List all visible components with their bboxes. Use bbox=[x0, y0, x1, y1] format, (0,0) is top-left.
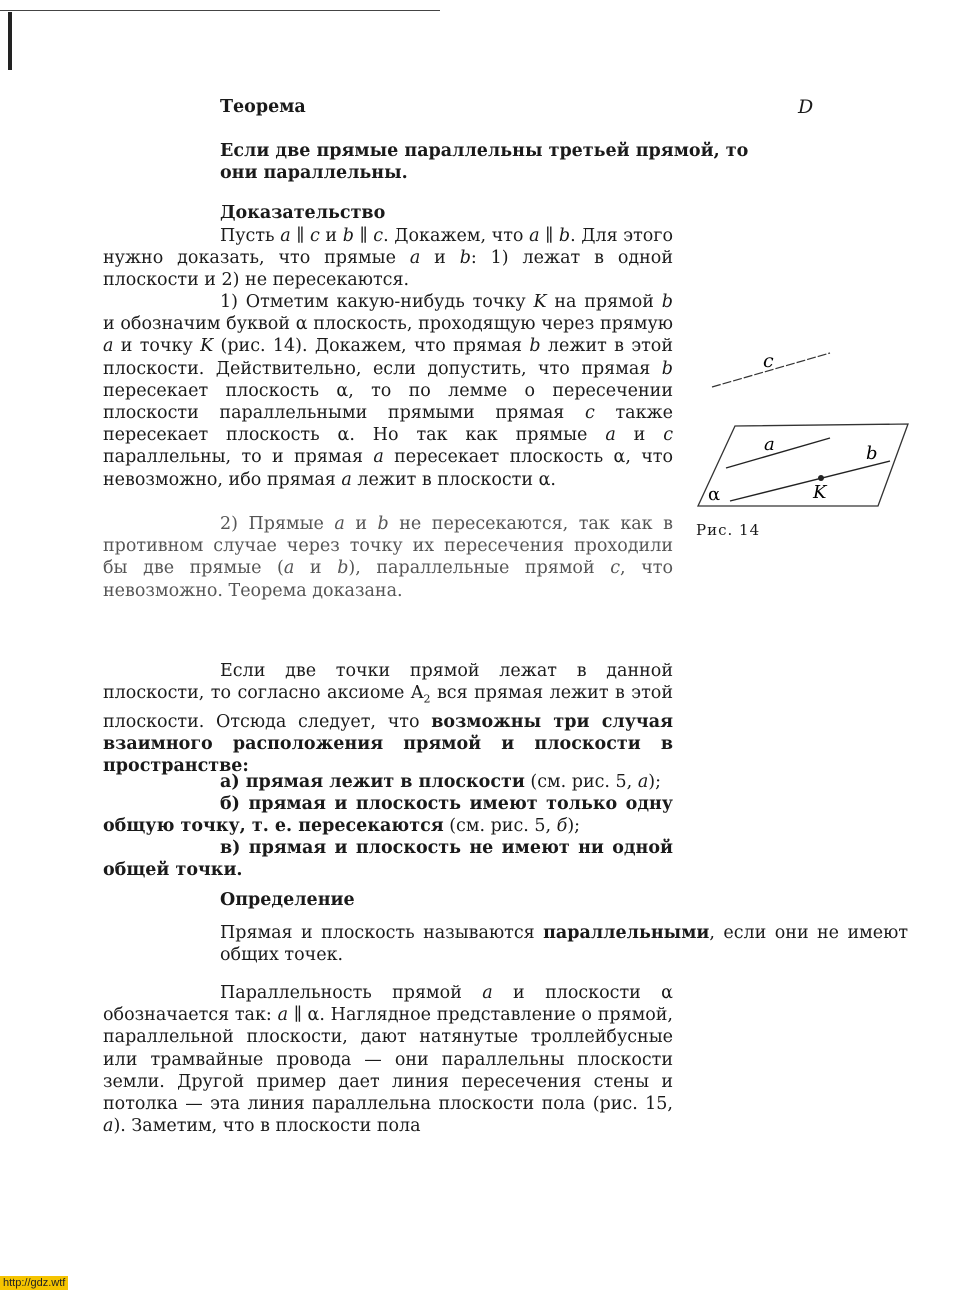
case-c: в) прямая и плоскость не имеют ни одной общей точки. bbox=[103, 838, 673, 881]
theorem-heading: Теорема bbox=[220, 97, 306, 117]
figure-caption: Рис. 14 bbox=[696, 521, 761, 539]
watermark: http://gdz.wtf bbox=[0, 1276, 68, 1290]
line-a bbox=[726, 438, 830, 468]
figure-14-diagram bbox=[690, 345, 920, 515]
proof-heading: Доказательство bbox=[220, 203, 386, 223]
scan-edge-line bbox=[0, 10, 440, 11]
label-alpha: α bbox=[708, 484, 721, 505]
proof-paragraph-3: 2) Прямые a и b не пересекаются, так как в противном случае через точку их пересечения проходили бы две прямые (a и b), параллельные прямой c, что невозможно. Теорема доказана. bbox=[103, 514, 673, 601]
definition-text: Прямая и плоскость называются параллельными, если они не имеют общих точек. bbox=[220, 923, 909, 966]
corner-letter: D bbox=[798, 96, 814, 118]
proof-paragraph-2: 1) Отметим какую-нибудь точку K на прямой b и обозначим буквой α плоскость, проходящую через прямую a и точку K (рис. 14). Докажем, что прямая b лежит в этой плоскости. Действительно, если допустить, что прямая b пересекает плоскость α, то по лемме о пересечении плоскости параллельными прямыми прямая c также пересекает плоскость α. Но так как прямые a и c параллельны, то и прямая a пересекает плоскость α, что невозможно, ибо прямая a лежит в плоскости α. bbox=[103, 292, 674, 490]
case-a: а) прямая лежит в плоскости (см. рис. 5, а); bbox=[220, 772, 661, 792]
case-b: б) прямая и плоскость имеют только одну общую точку, т. е. пересекаются (см. рис. 5, б); bbox=[103, 794, 673, 837]
section3-paragraph: Параллельность прямой a и плоскости α обозначается так: a ∥ α. Наглядное представление о прямой, параллельной плоскости, дают натянутые троллейбусные или трамвайные провода — они параллельны плоскости земли. Другой пример дает линия пересечения стены и потолка — эта линия параллельна плоскости пола (рис. 15, а). Заметим, что в плоскости пола bbox=[103, 983, 673, 1137]
label-k: K bbox=[813, 482, 827, 503]
scan-edge-bar bbox=[8, 12, 12, 70]
proof-paragraph-1: Пусть a ∥ c и b ∥ c. Докажем, что a ∥ b. Для этого нужно доказать, что прямые a и b: 1) лежат в одной плоскости и 2) не пересекаются. bbox=[103, 226, 673, 291]
line-b bbox=[730, 461, 890, 501]
point-k bbox=[818, 475, 824, 481]
label-a: a bbox=[764, 434, 775, 455]
section2-intro: Если две точки прямой лежат в данной плоскости, то согласно аксиоме $A_2$ вся прямая лежит в этой плоскости. Отсюда следует, что возможны три случая взаимного расположения прямой и плоскости в пространстве: bbox=[103, 661, 674, 777]
definition-heading: Определение bbox=[220, 890, 355, 910]
label-b: b bbox=[866, 443, 878, 464]
label-c: c bbox=[763, 350, 774, 372]
theorem-statement: Если две прямые параллельны третьей прямой, то они параллельны. bbox=[220, 141, 749, 184]
